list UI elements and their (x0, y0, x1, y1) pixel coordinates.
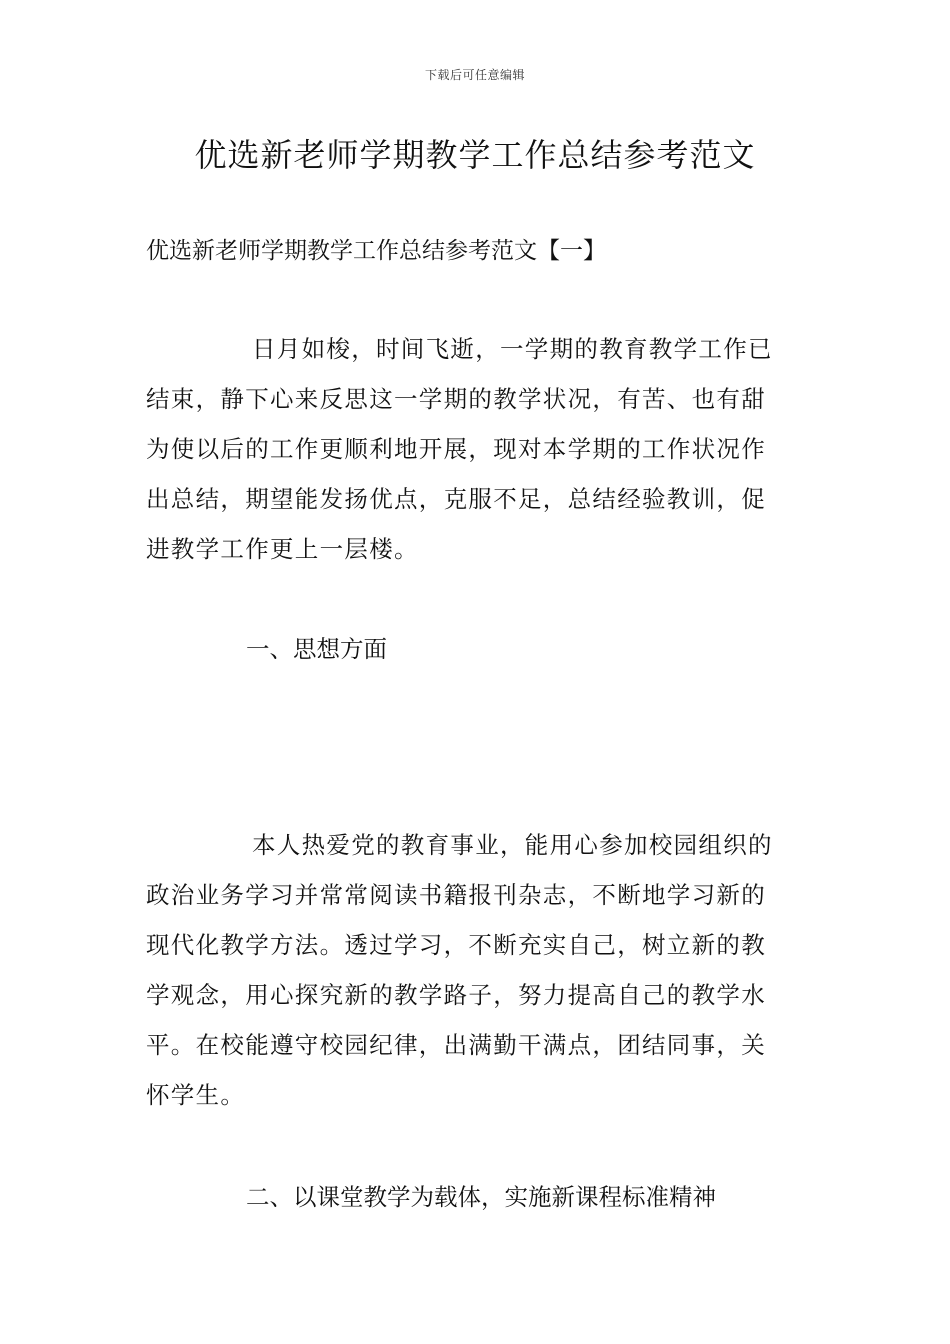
paragraph-line: 现代化教学方法。透过学习，不断充实自己，树立新的教 (146, 931, 766, 959)
document-subtitle: 优选新老师学期教学工作总结参考范文【一】 (146, 238, 606, 264)
header-note: 下载后可任意编辑 (424, 68, 525, 82)
paragraph-line: 日月如梭，时间飞逝，一学期的教育教学工作已 (252, 335, 773, 363)
paragraph-line: 为使以后的工作更顺利地开展，现对本学期的工作状况作 (146, 435, 766, 463)
paragraph-line: 怀学生。 (146, 1081, 246, 1109)
paragraph-line: 进教学工作更上一层楼。 (146, 535, 419, 563)
paragraph-intro (146, 324, 808, 574)
section-heading-classroom: 二、以课堂教学为载体，实施新课程标准精神 (246, 1183, 716, 1211)
paragraph-line: 学观念，用心探究新的教学路子，努力提高自己的教学水 (146, 981, 766, 1009)
document-title: 优选新老师学期教学工作总结参考范文 (194, 136, 756, 174)
paragraph-thought (146, 820, 808, 1120)
paragraph-line: 政治业务学习并常常阅读书籍报刊杂志，不断地学习新的 (146, 881, 766, 909)
paragraph-line: 本人热爱党的教育事业，能用心参加校园组织的 (252, 831, 773, 859)
paragraph-line: 结束，静下心来反思这一学期的教学状况，有苦、也有甜 (146, 385, 766, 413)
paragraph-line: 平。在校能遵守校园纪律，出满勤干满点，团结同事，关 (146, 1031, 766, 1059)
section-heading-thought: 一、思想方面 (246, 635, 387, 663)
paragraph-line: 出总结，期望能发扬优点，克服不足，总结经验教训，促 (146, 485, 766, 513)
